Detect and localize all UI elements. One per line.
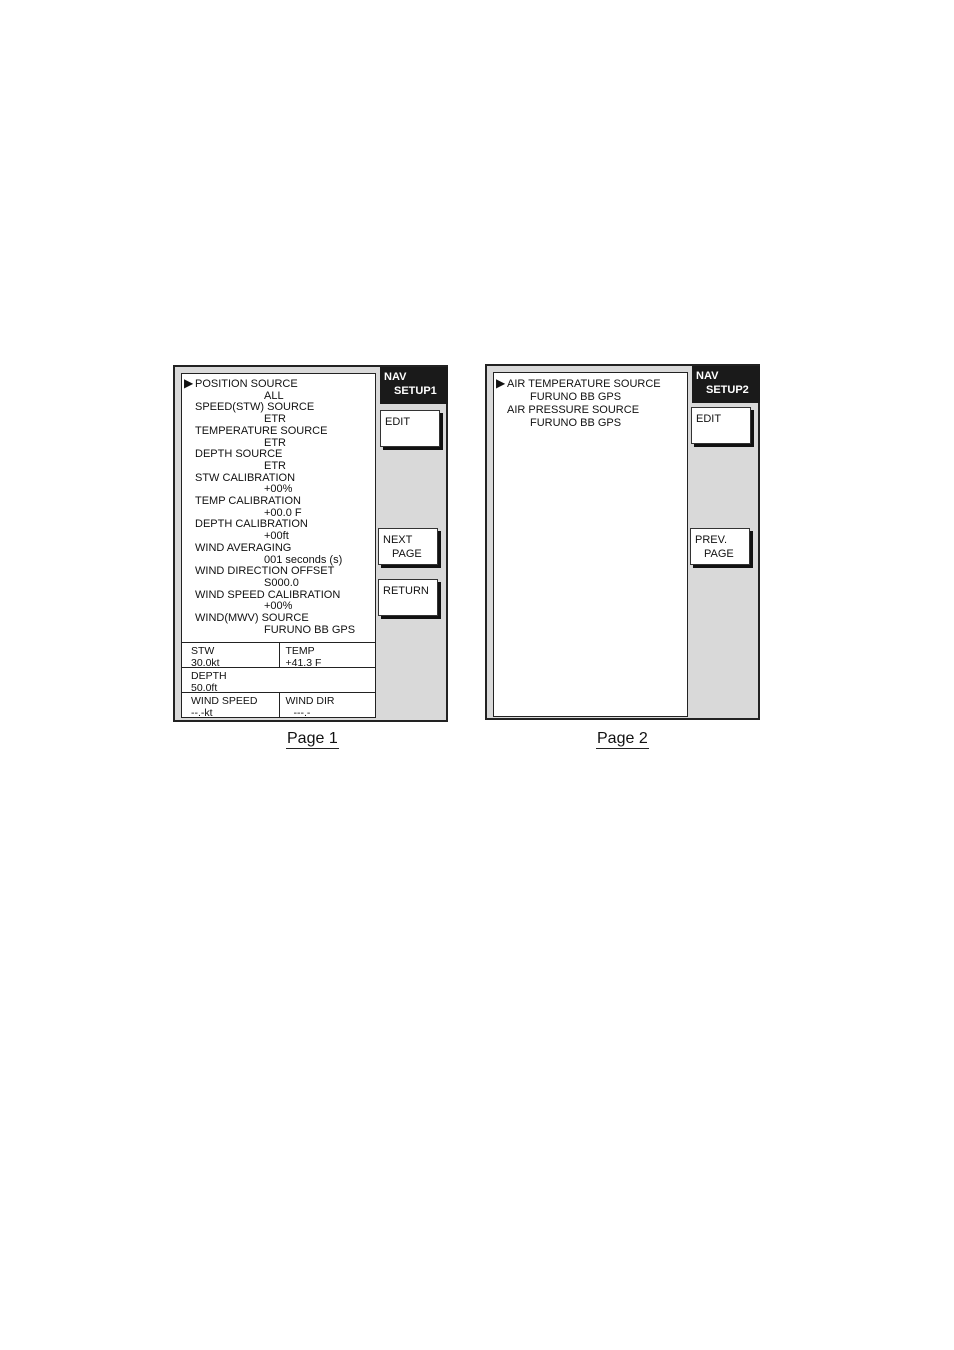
nav-setup1-screen xyxy=(173,365,448,722)
wind-dir-label: WIND DIR xyxy=(285,695,335,707)
menu-item-value: 001 seconds (s) xyxy=(264,553,343,566)
menu-item-speed-stw-source[interactable] xyxy=(182,402,375,425)
edit-button[interactable] xyxy=(380,410,440,447)
wind-dir-cell xyxy=(279,693,376,718)
depth-label: DEPTH xyxy=(191,670,227,682)
menu-item-air-temperature-source[interactable] xyxy=(494,378,687,404)
menu-item-label: DEPTH CALIBRATION xyxy=(195,518,308,531)
cursor-arrow-icon: ▶ xyxy=(184,376,194,390)
menu-item-label: AIR TEMPERATURE SOURCE xyxy=(507,378,661,390)
edit-button[interactable] xyxy=(691,407,751,444)
next-page-label-line2: PAGE xyxy=(392,548,422,560)
nav-setup1-title xyxy=(380,367,448,404)
menu-item-label: WIND AVERAGING xyxy=(195,541,292,554)
menu-item-value: +00% xyxy=(264,600,293,613)
nav-setup1-menu xyxy=(182,376,375,636)
prev-page-button[interactable] xyxy=(690,528,750,565)
menu-item-label: DEPTH SOURCE xyxy=(195,448,283,461)
depth-cell xyxy=(182,668,375,692)
stw-cell xyxy=(182,643,279,667)
nav-setup2-title xyxy=(692,366,760,403)
menu-item-value: +00.0 F xyxy=(264,506,302,519)
menu-item-temperature-source[interactable] xyxy=(182,426,375,449)
temp-value: +41.3 F xyxy=(285,657,322,669)
menu-item-position-source[interactable] xyxy=(182,376,375,402)
menu-item-wind-mwv-source[interactable] xyxy=(182,613,375,636)
data-row xyxy=(182,693,375,718)
menu-item-value: FURUNO BB GPS xyxy=(530,417,622,429)
nav-setup2-screen xyxy=(485,364,760,720)
page-2-caption: Page 2 xyxy=(597,730,648,747)
data-row xyxy=(182,668,375,693)
menu-item-label: AIR PRESSURE SOURCE xyxy=(507,404,640,416)
menu-item-label: WIND SPEED CALIBRATION xyxy=(195,588,341,601)
menu-item-value: FURUNO BB GPS xyxy=(530,391,622,403)
edit-button-label: EDIT xyxy=(385,416,411,428)
temp-cell xyxy=(279,643,376,667)
data-row xyxy=(182,643,375,668)
wind-speed-cell xyxy=(182,693,279,718)
menu-item-value: ETR xyxy=(264,413,286,426)
return-button[interactable] xyxy=(378,579,438,616)
menu-item-label: STW CALIBRATION xyxy=(195,471,296,484)
menu-item-label: TEMP CALIBRATION xyxy=(195,495,301,508)
menu-item-wind-speed-calibration[interactable] xyxy=(182,590,375,613)
wind-dir-value: ---.- xyxy=(293,707,311,719)
menu-item-label: SPEED(STW) SOURCE xyxy=(195,401,315,414)
menu-item-label: WIND(MWV) SOURCE xyxy=(195,612,309,625)
menu-item-wind-direction-offset[interactable] xyxy=(182,566,375,589)
nav-setup2-menu-pane xyxy=(493,372,688,717)
stw-label: STW xyxy=(191,645,215,657)
prev-page-label-line1: PREV. xyxy=(695,534,728,546)
depth-value: 50.0ft xyxy=(191,682,218,694)
nav-data-grid xyxy=(182,642,375,718)
menu-item-temp-calibration[interactable] xyxy=(182,496,375,519)
next-page-label-line1: NEXT xyxy=(383,534,413,546)
wind-speed-label: WIND SPEED xyxy=(191,695,258,707)
menu-item-air-pressure-source[interactable] xyxy=(494,404,687,430)
next-page-button[interactable] xyxy=(378,528,438,565)
return-button-label: RETURN xyxy=(383,585,429,597)
menu-item-depth-source[interactable] xyxy=(182,449,375,472)
menu-item-wind-averaging[interactable] xyxy=(182,543,375,566)
edit-button-label: EDIT xyxy=(696,413,722,425)
wind-speed-value: --.-kt xyxy=(191,707,213,719)
stw-value: 30.0kt xyxy=(191,657,220,669)
temp-label: TEMP xyxy=(285,645,315,657)
page-1-caption: Page 1 xyxy=(287,730,338,747)
title-line1: NAV xyxy=(696,370,719,382)
menu-item-label: TEMPERATURE SOURCE xyxy=(195,424,328,437)
menu-item-value: FURUNO BB GPS xyxy=(264,623,356,636)
cursor-arrow-icon: ▶ xyxy=(496,376,506,390)
menu-item-value: S000.0 xyxy=(264,576,299,589)
prev-page-label-line2: PAGE xyxy=(704,548,734,560)
title-line1: NAV xyxy=(384,371,407,383)
title-line2: SETUP2 xyxy=(706,384,749,396)
nav-setup2-menu xyxy=(494,378,687,430)
menu-item-label: WIND DIRECTION OFFSET xyxy=(195,565,335,578)
menu-item-value: ETR xyxy=(264,459,286,472)
menu-item-value: ETR xyxy=(264,436,286,449)
menu-item-stw-calibration[interactable] xyxy=(182,473,375,496)
title-line2: SETUP1 xyxy=(394,385,437,397)
menu-item-label: POSITION SOURCE xyxy=(195,378,298,390)
menu-item-value: +00ft xyxy=(264,530,289,543)
menu-item-value: ALL xyxy=(264,389,284,402)
nav-setup1-menu-pane xyxy=(181,373,376,718)
menu-item-depth-calibration[interactable] xyxy=(182,519,375,542)
menu-item-value: +00% xyxy=(264,483,293,496)
